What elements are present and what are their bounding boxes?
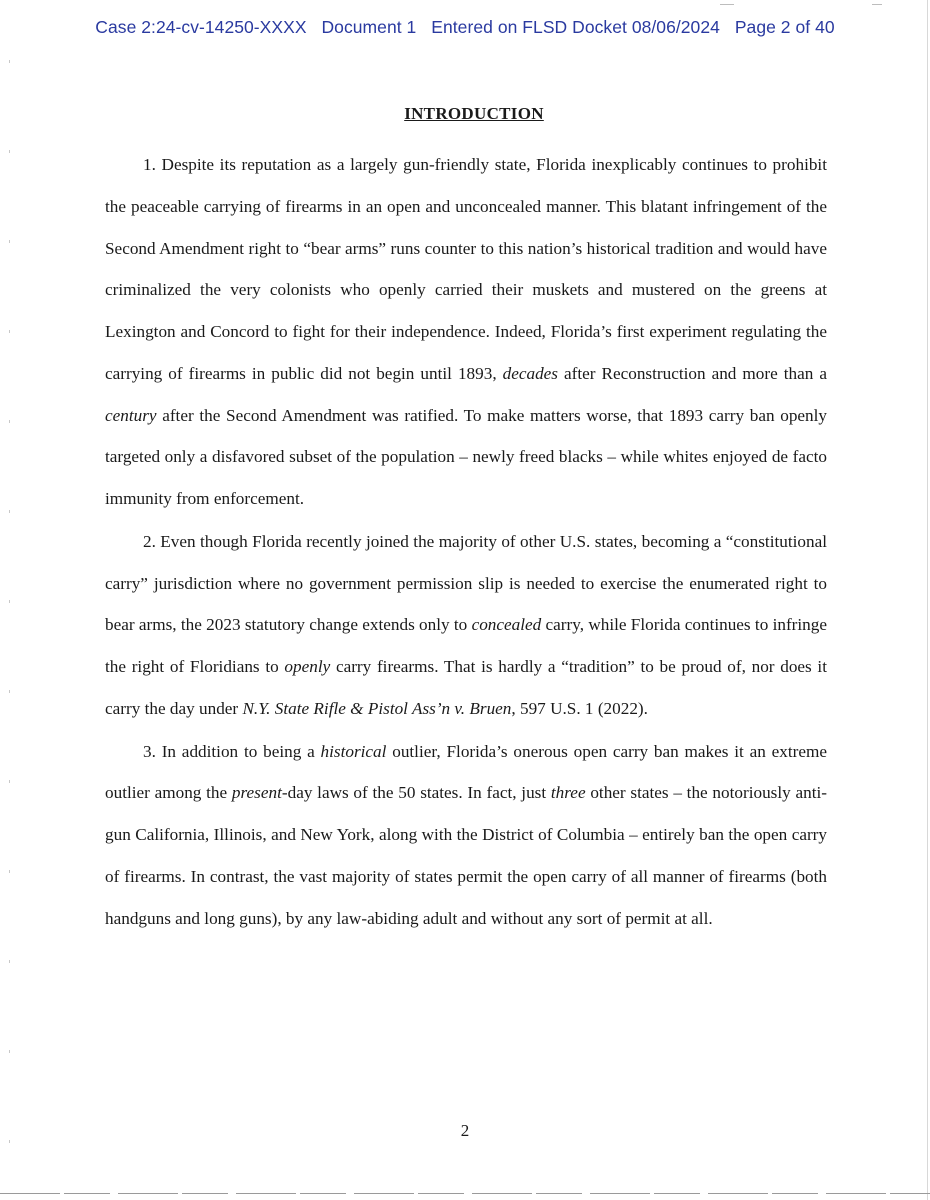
document-number: Document 1	[321, 17, 417, 37]
page-count: Page 2 of 40	[734, 17, 835, 37]
section-title: INTRODUCTION	[404, 104, 544, 123]
docket-entry: Entered on FLSD Docket 08/06/2024	[431, 17, 720, 37]
docket-header	[0, 17, 930, 38]
document-body	[105, 144, 827, 939]
case-number: Case 2:24-cv-14250-XXXX	[95, 17, 307, 37]
paragraph-3: 3. In addition to being a historical outlier, Florida’s onerous open carry ban makes it an extreme outlier among the present-day laws of the 50 states. In fact, just three other states – the notoriously anti-gun California, Illinois, and New York, along with the District of Columbia – entirely ban the open carry of firearms. In contrast, the vast majority of states permit the open carry of all manner of firearms (both handguns and long guns), by any law-abiding adult and without any sort of permit at all.	[105, 741, 827, 928]
paragraph-1: 1. Despite its reputation as a largely gun-friendly state, Florida inexplicably continues to prohibit the peaceable carrying of firearms in an open and unconcealed manner. This blatant infringement of the Second Amendment right to “bear arms” runs counter to this nation’s historical tradition and would have criminalized the very colonists who openly carried their muskets and mustered on the greens at Lexington and Concord to fight for their independence. Indeed, Florida’s first experiment regulating the carrying of firearms in public did not begin until 1893, decades after Reconstruction and more than a century after the Second Amendment was ratified. To make matters worse, that 1893 carry ban openly targeted only a disfavored subset of the population – newly freed blacks – while whites enjoyed de facto immunity from enforcement.	[105, 155, 827, 508]
scan-mark	[720, 4, 734, 5]
scan-edge-left	[9, 60, 10, 1160]
page-number: 2	[460, 1121, 470, 1140]
scan-edge-right	[927, 0, 928, 1200]
scan-mark	[872, 4, 882, 5]
scan-edge-bottom	[0, 1193, 930, 1194]
paragraph-2: 2. Even though Florida recently joined the majority of other U.S. states, becoming a “constitutional carry” jurisdiction where no government permission slip is needed to exercise the enumerated right to bear arms, the 2023 statutory change extends only to concealed carry, while Florida continues to infringe the right of Floridians to openly carry firearms. That is hardly a “tradition” to be proud of, nor does it carry the day under N.Y. State Rifle & Pistol Ass’n v. Bruen, 597 U.S. 1 (2022).	[105, 531, 827, 718]
